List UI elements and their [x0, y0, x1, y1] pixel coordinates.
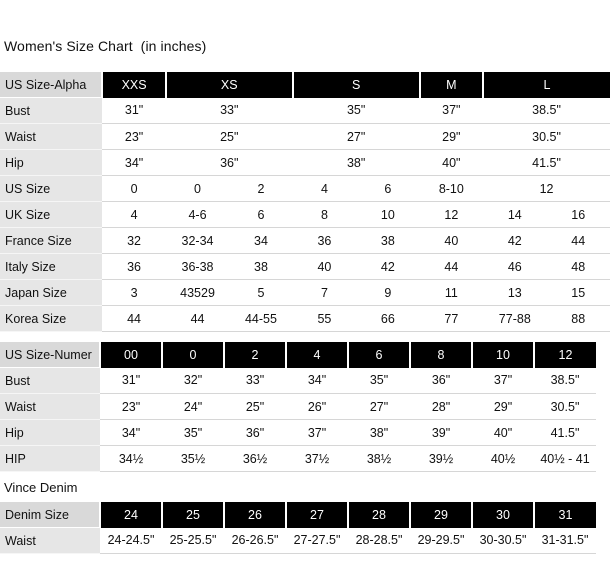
row-label: HIP [0, 446, 100, 472]
table-row [0, 150, 610, 176]
table-cell: 39" [410, 420, 472, 446]
table-cell: 40" [472, 420, 534, 446]
denim-header-cell: 25 [162, 502, 224, 528]
table-cell: 41.5" [483, 150, 610, 176]
row-label: Korea Size [0, 306, 102, 332]
table-cell: 44-55 [229, 306, 292, 332]
table-cell: 10 [356, 202, 419, 228]
table-cell: 38.5" [534, 368, 596, 394]
table-cell: 25" [166, 124, 293, 150]
table-cell: 26-26.5" [224, 528, 286, 554]
table-cell: 30.5" [534, 394, 596, 420]
table-cell: 36" [224, 420, 286, 446]
table-cell: 2 [229, 176, 292, 202]
table-cell: 38½ [348, 446, 410, 472]
numeric-header-cell: 4 [286, 342, 348, 368]
table-cell: 0 [102, 176, 165, 202]
table-cell: 35" [293, 98, 420, 124]
table-cell: 35" [162, 420, 224, 446]
table-cell: 46 [483, 254, 546, 280]
table-cell: 29" [472, 394, 534, 420]
row-label: UK Size [0, 202, 102, 228]
table-cell: 35" [348, 368, 410, 394]
numeric-size-table-container [0, 342, 590, 472]
table-cell: 34" [286, 368, 348, 394]
table-row [0, 306, 610, 332]
table-cell: 27" [348, 394, 410, 420]
alpha-header-l: L [483, 72, 610, 98]
alpha-header-xxs: XXS [102, 72, 165, 98]
table-cell: 38" [348, 420, 410, 446]
table-cell: 44 [420, 254, 483, 280]
table-row [0, 254, 610, 280]
numeric-header-cell: 0 [162, 342, 224, 368]
table-cell: 40 [420, 228, 483, 254]
table-cell: 38.5" [483, 98, 610, 124]
table-cell: 29-29.5" [410, 528, 472, 554]
row-label: Bust [0, 368, 100, 394]
table-cell: 43529 [166, 280, 229, 306]
table-cell: 32 [102, 228, 165, 254]
table-cell: 34 [229, 228, 292, 254]
table-row [0, 202, 610, 228]
table-row [0, 280, 610, 306]
table-cell: 16 [547, 202, 610, 228]
table-cell: 37" [472, 368, 534, 394]
table-cell: 36" [166, 150, 293, 176]
row-label: Hip [0, 420, 100, 446]
table-cell: 26" [286, 394, 348, 420]
table-cell: 55 [293, 306, 356, 332]
row-label: Hip [0, 150, 102, 176]
table-row [0, 528, 596, 554]
row-label: US Size [0, 176, 102, 202]
table-cell: 42 [483, 228, 546, 254]
table-cell: 36 [102, 254, 165, 280]
table-cell: 12 [420, 202, 483, 228]
numeric-header-cell: 2 [224, 342, 286, 368]
denim-size-table-container [0, 502, 589, 554]
table-cell: 77 [420, 306, 483, 332]
row-label: France Size [0, 228, 102, 254]
row-label: Waist [0, 124, 102, 150]
row-label: Waist [0, 528, 100, 554]
table-cell: 77-88 [483, 306, 546, 332]
numeric-header-cell: 00 [100, 342, 162, 368]
row-label: Italy Size [0, 254, 102, 280]
chart-title: Women's Size Chart (in inches) [4, 38, 207, 54]
table-row [0, 176, 610, 202]
table-cell: 25-25.5" [162, 528, 224, 554]
table-cell: 33" [166, 98, 293, 124]
table-cell: 48 [547, 254, 610, 280]
table-cell: 44 [547, 228, 610, 254]
denim-header-cell: 27 [286, 502, 348, 528]
table-cell: 36 [293, 228, 356, 254]
table-cell: 7 [293, 280, 356, 306]
table-cell: 23" [102, 124, 165, 150]
table-row [0, 98, 610, 124]
numeric-header-label: US Size-Numer [0, 342, 100, 368]
table-cell: 8-10 [420, 176, 483, 202]
denim-header-row [0, 502, 596, 528]
numeric-header-cell: 8 [410, 342, 472, 368]
alpha-size-table-container [0, 72, 586, 332]
table-cell: 34" [102, 150, 165, 176]
table-row [0, 368, 596, 394]
row-label: Waist [0, 394, 100, 420]
table-cell: 24" [162, 394, 224, 420]
table-cell: 36" [410, 368, 472, 394]
denim-header-cell: 26 [224, 502, 286, 528]
table-cell: 66 [356, 306, 419, 332]
alpha-header-label: US Size-Alpha [0, 72, 102, 98]
table-cell: 14 [483, 202, 546, 228]
table-cell: 34" [100, 420, 162, 446]
table-row [0, 228, 610, 254]
alpha-header-row [0, 72, 610, 98]
table-cell: 31-31.5" [534, 528, 596, 554]
table-cell: 0 [166, 176, 229, 202]
denim-header-cell: 24 [100, 502, 162, 528]
denim-header-cell: 30 [472, 502, 534, 528]
alpha-header-m: M [420, 72, 483, 98]
table-cell: 36-38 [166, 254, 229, 280]
alpha-size-table [0, 72, 610, 332]
table-cell: 37½ [286, 446, 348, 472]
table-cell: 25" [224, 394, 286, 420]
table-cell: 15 [547, 280, 610, 306]
table-cell: 40" [420, 150, 483, 176]
table-cell: 36½ [224, 446, 286, 472]
table-cell: 88 [547, 306, 610, 332]
table-cell: 13 [483, 280, 546, 306]
table-cell: 8 [293, 202, 356, 228]
table-cell: 31" [102, 98, 165, 124]
row-label: Bust [0, 98, 102, 124]
table-cell: 31" [100, 368, 162, 394]
table-cell: 27" [293, 124, 420, 150]
numeric-header-cell: 10 [472, 342, 534, 368]
table-cell: 23" [100, 394, 162, 420]
table-cell: 38 [356, 228, 419, 254]
table-cell: 38 [229, 254, 292, 280]
numeric-header-row [0, 342, 596, 368]
numeric-size-table [0, 342, 596, 472]
table-cell: 41.5" [534, 420, 596, 446]
table-cell: 4 [293, 176, 356, 202]
denim-section-title: Vince Denim [4, 480, 78, 495]
table-row [0, 420, 596, 446]
table-cell: 28-28.5" [348, 528, 410, 554]
table-row [0, 446, 596, 472]
table-cell: 32-34 [166, 228, 229, 254]
table-cell: 12 [483, 176, 610, 202]
table-cell: 9 [356, 280, 419, 306]
table-cell: 30-30.5" [472, 528, 534, 554]
table-cell: 35½ [162, 446, 224, 472]
table-cell: 38" [293, 150, 420, 176]
table-cell: 33" [224, 368, 286, 394]
table-cell: 24-24.5" [100, 528, 162, 554]
denim-header-cell: 29 [410, 502, 472, 528]
table-cell: 29" [420, 124, 483, 150]
table-cell: 27-27.5" [286, 528, 348, 554]
numeric-header-cell: 6 [348, 342, 410, 368]
denim-header-cell: 31 [534, 502, 596, 528]
denim-header-label: Denim Size [0, 502, 100, 528]
table-cell: 40 [293, 254, 356, 280]
denim-size-table [0, 502, 596, 554]
table-cell: 6 [229, 202, 292, 228]
table-cell: 44 [166, 306, 229, 332]
numeric-header-cell: 12 [534, 342, 596, 368]
table-cell: 44 [102, 306, 165, 332]
alpha-header-xs: XS [166, 72, 293, 98]
table-cell: 4-6 [166, 202, 229, 228]
table-cell: 37" [286, 420, 348, 446]
table-cell: 39½ [410, 446, 472, 472]
row-label: Japan Size [0, 280, 102, 306]
table-cell: 28" [410, 394, 472, 420]
table-cell: 4 [102, 202, 165, 228]
table-cell: 37" [420, 98, 483, 124]
denim-header-cell: 28 [348, 502, 410, 528]
table-cell: 6 [356, 176, 419, 202]
alpha-header-s: S [293, 72, 420, 98]
table-cell: 5 [229, 280, 292, 306]
table-cell: 40½ [472, 446, 534, 472]
table-cell: 3 [102, 280, 165, 306]
table-row [0, 394, 596, 420]
table-cell: 11 [420, 280, 483, 306]
table-cell: 40½ - 41 [534, 446, 596, 472]
table-cell: 34½ [100, 446, 162, 472]
table-row [0, 124, 610, 150]
table-cell: 42 [356, 254, 419, 280]
table-cell: 32" [162, 368, 224, 394]
table-cell: 30.5" [483, 124, 610, 150]
